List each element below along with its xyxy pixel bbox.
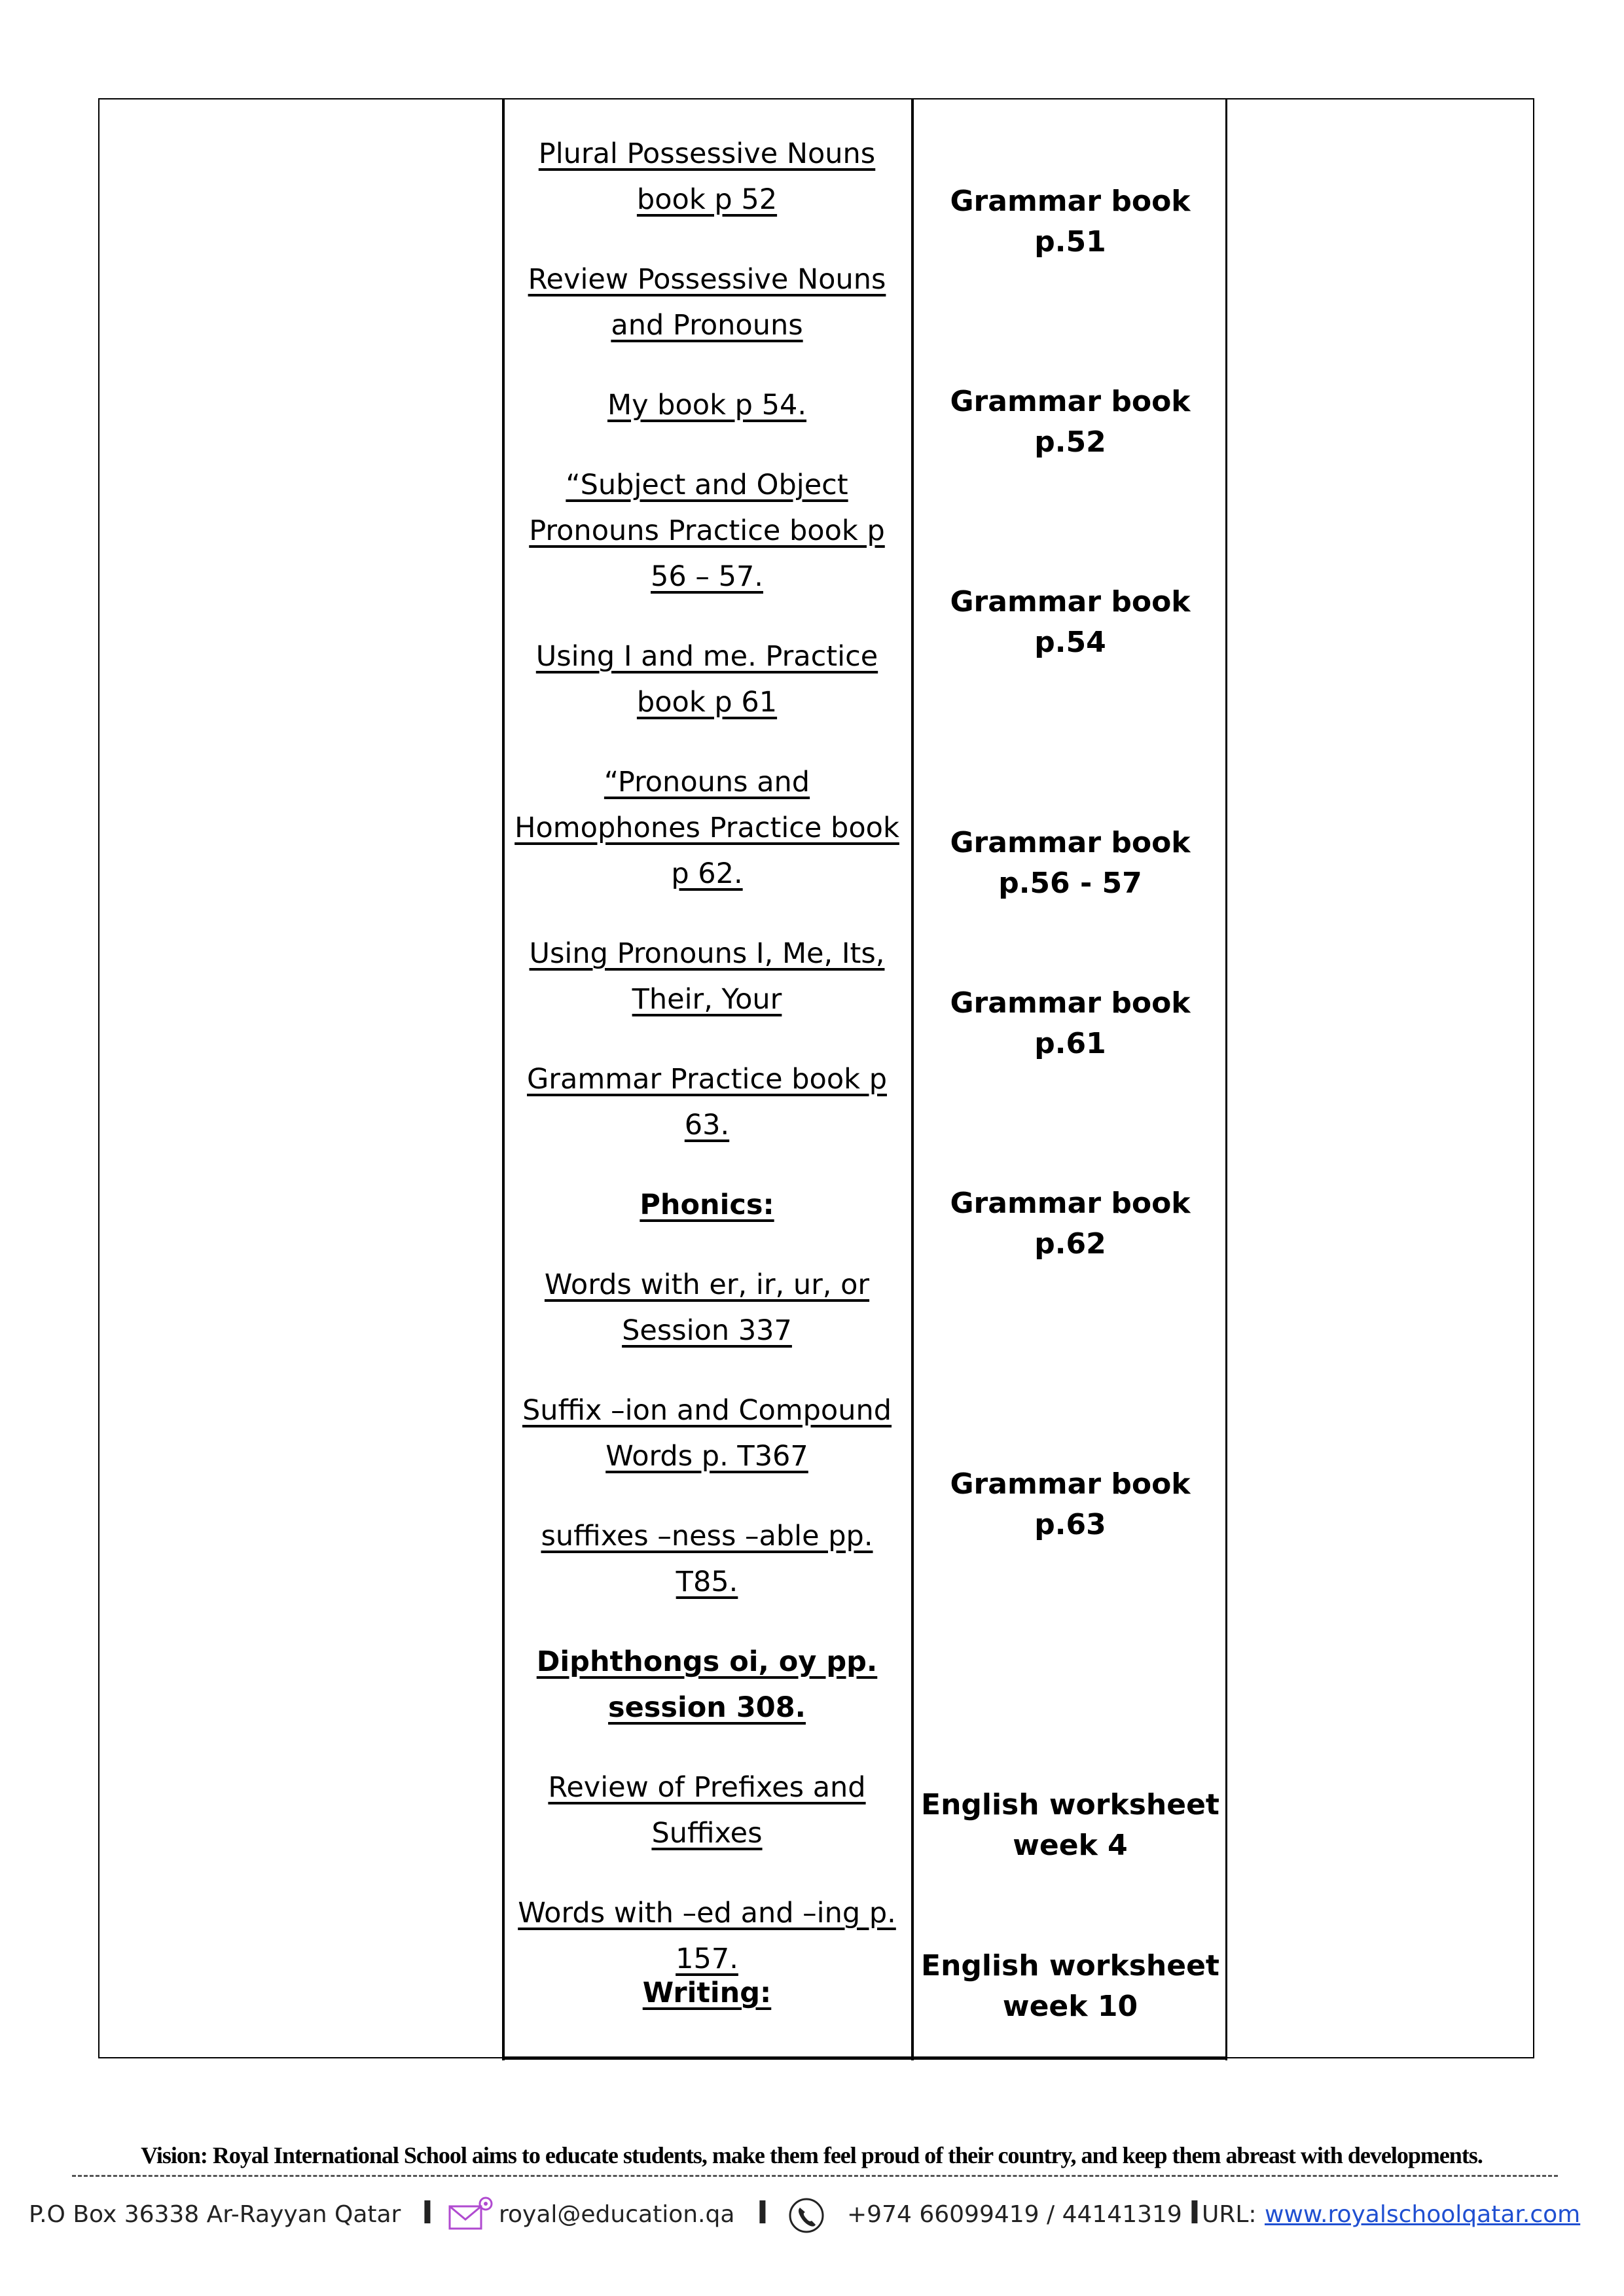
resource-item bbox=[916, 382, 1224, 463]
lesson-item: Words with –ed and –ing p. 157. bbox=[518, 1897, 896, 1975]
resource-title: English worksheet bbox=[921, 1788, 1219, 1821]
envelope-at-icon bbox=[448, 2196, 494, 2231]
lesson-item: Review Possessive Nouns and Pronouns bbox=[528, 263, 886, 342]
separator: I bbox=[1189, 2195, 1200, 2231]
lesson-item: Plural Possessive Nouns book p 52 bbox=[538, 137, 876, 216]
lesson-item: My book p 54. bbox=[607, 389, 807, 422]
resource-title: Grammar book bbox=[950, 986, 1191, 1020]
lesson-item: “Subject and Object Pronouns Practice book p 56 – 57. bbox=[529, 469, 885, 593]
column-divider bbox=[1225, 98, 1227, 2060]
url-label: URL: bbox=[1202, 2201, 1257, 2228]
resource-page: p.51 bbox=[1034, 225, 1106, 259]
resource-page: p.61 bbox=[1034, 1027, 1106, 1060]
column-divider bbox=[502, 98, 505, 2060]
resource-page: p.54 bbox=[1034, 626, 1106, 659]
footer-divider bbox=[72, 2175, 1558, 2177]
telephone-icon bbox=[788, 2197, 825, 2234]
separator: I bbox=[757, 2195, 768, 2231]
resource-item bbox=[916, 1183, 1224, 1265]
lesson-item: suffixes –ness –able pp. T85. bbox=[541, 1520, 873, 1598]
resource-title: Grammar book bbox=[950, 826, 1191, 859]
lesson-item: Using Pronouns I, Me, Its, Their, Your bbox=[529, 937, 885, 1016]
resource-item bbox=[916, 983, 1224, 1064]
lesson-item: Review of Prefixes and Suffixes bbox=[548, 1771, 866, 1850]
email-link[interactable]: royal@education.qa bbox=[499, 2201, 735, 2228]
phone-number: +974 66099419 / 44141319 bbox=[847, 2201, 1182, 2228]
resource-title: Grammar book bbox=[950, 585, 1191, 619]
resource-title: Grammar book bbox=[950, 1467, 1191, 1501]
column-divider bbox=[911, 98, 914, 2060]
section-heading: Writing: bbox=[642, 1977, 772, 2009]
lesson-item: Grammar Practice book p 63. bbox=[526, 1063, 887, 1141]
resource-title: Grammar book bbox=[950, 185, 1191, 218]
vision-statement: Vision: Royal International School aims to educate students, make them feel proud of their country, and keep them abreast with developments. bbox=[141, 2142, 1483, 2168]
lesson-item: “Pronouns and Homophones Practice book p 62. bbox=[514, 766, 899, 890]
resource-item bbox=[916, 1785, 1224, 1866]
resource-item bbox=[916, 181, 1224, 262]
resource-title: Grammar book bbox=[950, 1187, 1191, 1220]
lesson-item: Using I and me. Practice book p 61 bbox=[535, 640, 878, 719]
resource-page: p.52 bbox=[1034, 425, 1106, 459]
section-heading: Phonics: bbox=[640, 1189, 774, 1221]
resource-item bbox=[916, 582, 1224, 663]
lesson-item: Words with er, ir, ur, or Session 337 bbox=[544, 1268, 870, 1347]
address-text: P.O Box 36338 Ar-Rayyan Qatar bbox=[29, 2201, 401, 2228]
lesson-item: Suffix –ion and Compound Words p. T367 bbox=[522, 1394, 892, 1473]
website-link[interactable]: www.royalschoolqatar.com bbox=[1265, 2201, 1581, 2228]
resource-page: p.56 - 57 bbox=[998, 867, 1142, 900]
contact-bar bbox=[29, 2196, 1600, 2235]
separator: I bbox=[422, 2195, 433, 2231]
resource-page: week 10 bbox=[1002, 1990, 1138, 2023]
resource-page: week 4 bbox=[1013, 1829, 1128, 1862]
resource-title: Grammar book bbox=[950, 385, 1191, 418]
lesson-item: Diphthongs oi, oy pp. session 308. bbox=[536, 1645, 878, 1724]
table-bottom-border bbox=[502, 2056, 1227, 2060]
resource-page: p.62 bbox=[1034, 1227, 1106, 1261]
resource-title: English worksheet bbox=[921, 1949, 1219, 1982]
resource-item bbox=[916, 1946, 1224, 2027]
resource-page: p.63 bbox=[1034, 1508, 1106, 1541]
resource-item bbox=[916, 1464, 1224, 1545]
resource-item bbox=[916, 823, 1224, 904]
